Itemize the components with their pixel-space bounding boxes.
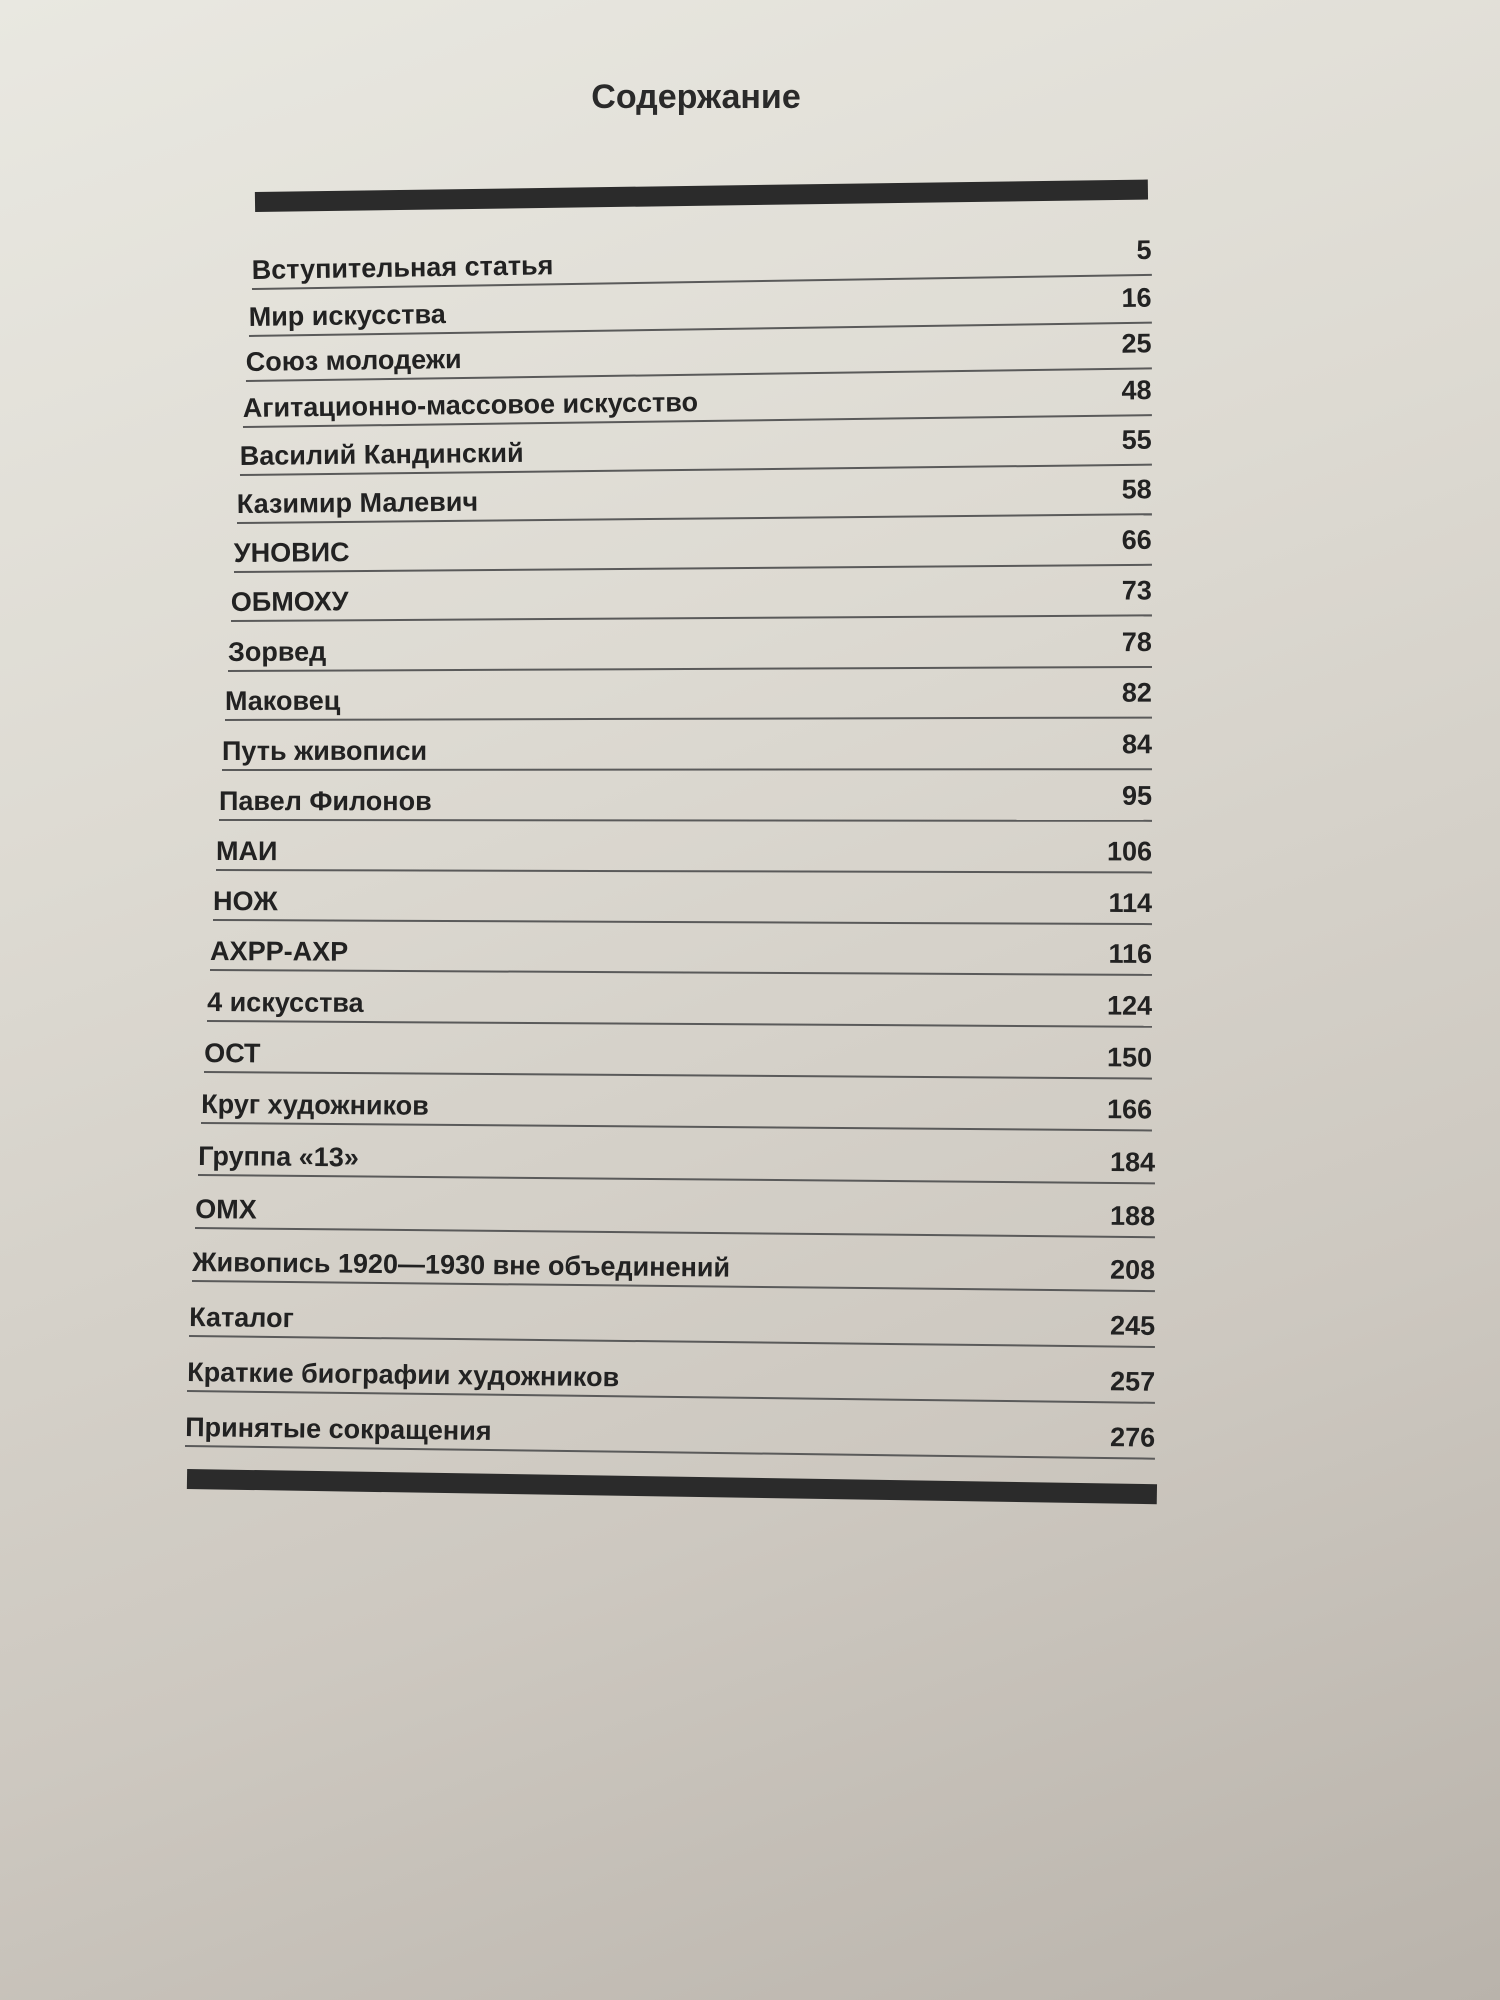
toc-entry xyxy=(240,424,1152,476)
toc-entry xyxy=(216,829,1152,873)
toc-entry-label: Вступительная статья xyxy=(251,250,554,286)
toc-entry xyxy=(195,1187,1155,1238)
toc-entry-label: МАИ xyxy=(216,836,278,867)
toc-entry-page: 5 xyxy=(1136,234,1152,266)
toc-entry-page: 84 xyxy=(1121,729,1152,760)
toc-entry-label: УНОВИС xyxy=(233,537,350,569)
toc-entry-page: 82 xyxy=(1121,677,1152,708)
toc-entry-label: Группа «13» xyxy=(198,1141,359,1173)
toc-entry-page: 66 xyxy=(1121,524,1152,556)
toc-entry-label: Мир искусства xyxy=(248,299,446,333)
toc-entry-page: 16 xyxy=(1121,282,1152,314)
toc-entry-page: 78 xyxy=(1121,626,1152,658)
toc-entry-page: 208 xyxy=(1109,1254,1156,1286)
toc-entry xyxy=(219,779,1152,822)
toc-entry-page: 48 xyxy=(1121,375,1152,406)
toc-entry-label: Каталог xyxy=(189,1302,294,1334)
toc-entry xyxy=(201,1082,1152,1131)
toc-entry-label: Павел Филонов xyxy=(219,786,432,817)
toc-entry xyxy=(251,234,1152,290)
toc-entry-label: Живопись 1920—1930 вне объединений xyxy=(192,1247,731,1283)
toc-entry xyxy=(237,473,1152,524)
toc-entry-label: Василий Кандинский xyxy=(239,437,524,472)
toc-entry-label: ОМХ xyxy=(195,1194,257,1225)
toc-entry-label: Краткие биографии художников xyxy=(187,1357,620,1393)
toc-entry-label: Казимир Малевич xyxy=(236,486,479,520)
toc-entry-page: 106 xyxy=(1106,836,1153,867)
toc-entry-page: 124 xyxy=(1106,990,1153,1021)
toc-entry xyxy=(204,1031,1152,1080)
toc-entry-label: Зорвед xyxy=(227,636,327,668)
toc-entry-label: ОБМОХУ xyxy=(230,586,349,618)
toc-entry xyxy=(192,1240,1155,1292)
toc-entry xyxy=(234,524,1152,573)
toc-entry xyxy=(231,574,1152,622)
toc-entry-page: 116 xyxy=(1108,938,1153,969)
toc-entry-page: 25 xyxy=(1121,328,1152,359)
toc-entry-page: 276 xyxy=(1109,1422,1156,1453)
toc-entry-page: 95 xyxy=(1121,780,1153,811)
toc-entry xyxy=(210,929,1152,976)
toc-entry-label: Агитационно-массовое искусство xyxy=(242,387,699,424)
toc-entry-label: Маковец xyxy=(224,685,341,716)
toc-entry xyxy=(228,626,1152,672)
toc-entry xyxy=(245,327,1151,382)
toc-entry xyxy=(213,879,1152,925)
toc-entry-page: 114 xyxy=(1108,887,1153,919)
toc-entry xyxy=(185,1405,1155,1460)
toc-entry-page: 245 xyxy=(1109,1310,1156,1341)
toc-entry xyxy=(207,980,1152,1028)
toc-entry-label: Союз молодежи xyxy=(245,343,462,378)
toc-entry-page: 257 xyxy=(1109,1366,1156,1397)
toc-entry-page: 150 xyxy=(1106,1042,1153,1073)
toc-entry-label: Принятые сокращения xyxy=(185,1412,492,1447)
toc-entry xyxy=(187,1350,1155,1404)
toc-entry-page: 166 xyxy=(1106,1094,1153,1125)
toc-entry-page: 188 xyxy=(1109,1200,1156,1232)
toc-entry-label: ОСТ xyxy=(204,1038,261,1069)
toc-entry xyxy=(198,1134,1155,1184)
toc-entry-page: 73 xyxy=(1121,575,1152,606)
toc-entry xyxy=(225,677,1152,721)
toc-entry-label: Путь живописи xyxy=(221,735,428,766)
toc-entry xyxy=(222,728,1152,771)
toc-entry-label: 4 искусства xyxy=(207,987,364,1018)
toc-entry xyxy=(189,1295,1155,1348)
toc-entry-label: Круг художников xyxy=(201,1089,429,1121)
toc-entry-label: АХРР-АХР xyxy=(210,936,349,967)
toc-entry-page: 58 xyxy=(1121,474,1152,505)
toc-entry-page: 184 xyxy=(1109,1146,1156,1178)
toc-entry-label: НОЖ xyxy=(213,886,278,917)
toc-entry-page: 55 xyxy=(1121,424,1152,455)
toc-entry xyxy=(242,374,1151,428)
page-title: Содержание xyxy=(591,78,801,116)
